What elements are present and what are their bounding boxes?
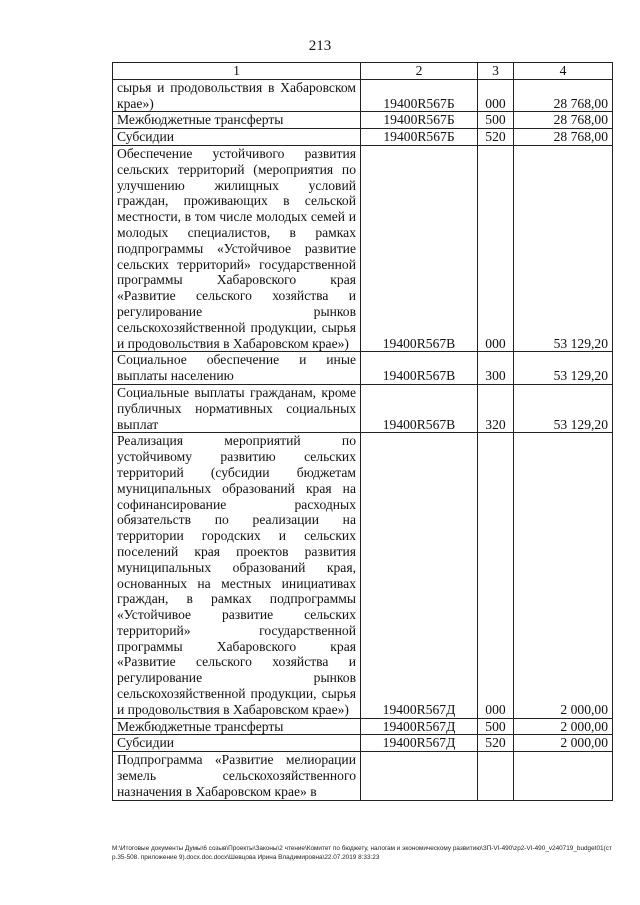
row-code-cell: 19400R567Д <box>361 718 478 735</box>
row-vr-cell: 300 <box>478 352 514 385</box>
row-code-cell: 19400R567Д <box>361 735 478 752</box>
row-amount-cell: 28 768,00 <box>514 112 613 129</box>
row-name-cell: Субсидии <box>113 129 361 146</box>
table-row <box>113 735 613 752</box>
row-name-cell: Межбюджетные трансферты <box>113 718 361 735</box>
row-vr-cell: 000 <box>478 145 514 351</box>
table-row <box>113 384 613 432</box>
row-code-cell: 19400R567В <box>361 352 478 385</box>
row-code-cell: 19400R567Б <box>361 112 478 129</box>
row-amount-cell: 53 129,20 <box>514 352 613 385</box>
row-name-cell: сырья и продовольствия в Хабаровском крае») <box>113 79 361 112</box>
row-vr-cell: 500 <box>478 112 514 129</box>
page-number: 213 <box>308 38 332 54</box>
row-amount-cell: 2 000,00 <box>514 433 613 718</box>
row-vr-cell: 500 <box>478 718 514 735</box>
table-row <box>113 718 613 735</box>
row-amount-cell <box>514 752 613 800</box>
row-amount-cell: 28 768,00 <box>514 79 613 112</box>
table-row <box>113 112 613 129</box>
table-row <box>113 79 613 112</box>
header-col-3: 3 <box>478 63 514 80</box>
row-vr-cell <box>478 752 514 800</box>
header-col-2: 2 <box>361 63 478 80</box>
row-amount-cell: 2 000,00 <box>514 735 613 752</box>
row-name-cell: Подпрограмма «Развитие мелиорации земель сельскохозяйственного назначения в Хабаровском крае» в <box>113 752 361 800</box>
table-row <box>113 352 613 385</box>
header-col-4: 4 <box>514 63 613 80</box>
row-name-cell: Социальное обеспечение и иные выплаты населению <box>113 352 361 385</box>
row-code-cell: 19400R567В <box>361 145 478 351</box>
row-name-cell: Реализация мероприятий по устойчивому развитию сельских территорий (субсидии бюджетам муниципальных образований края на софинансирование расходных обязательств по реализации на территории городских и сельских поселений края проектов развития муниципальных образований края, основанных на местных инициативах граждан, в рамках подпрограммы «Устойчивое развитие сельских территорий» государственной программы Хабаровского края «Развитие сельского хозяйства и регулирование рынков сельскохозяйственной продукции, сырья и продовольствия в Хабаровском крае») <box>113 433 361 718</box>
row-amount-cell: 53 129,20 <box>514 384 613 432</box>
table-row <box>113 752 613 800</box>
row-code-cell <box>361 752 478 800</box>
table-row <box>113 433 613 718</box>
row-name-cell: Обеспечение устойчивого развития сельских территорий (мероприятия по улучшению жилищных условий граждан, проживающих в сельской местности, в том числе молодых семей и молодых специалистов, в рамках подпрограммы «Устойчивое развитие сельских территорий» государственной программы Хабаровского края «Развитие сельского хозяйства и регулирование рынков сельскохозяйственной продукции, сырья и продовольствия в Хабаровском крае») <box>113 145 361 351</box>
row-code-cell: 19400R567Б <box>361 79 478 112</box>
row-vr-cell: 520 <box>478 129 514 146</box>
table-header-row <box>113 63 613 80</box>
row-code-cell: 19400R567Б <box>361 129 478 146</box>
row-amount-cell: 2 000,00 <box>514 718 613 735</box>
row-name-cell: Социальные выплаты гражданам, кроме публичных нормативных социальных выплат <box>113 384 361 432</box>
row-vr-cell: 000 <box>478 433 514 718</box>
table-row <box>113 129 613 146</box>
row-name-cell: Межбюджетные трансферты <box>113 112 361 129</box>
row-vr-cell: 520 <box>478 735 514 752</box>
table-row <box>113 145 613 351</box>
row-code-cell: 19400R567В <box>361 384 478 432</box>
row-vr-cell: 000 <box>478 79 514 112</box>
row-vr-cell: 320 <box>478 384 514 432</box>
row-code-cell: 19400R567Д <box>361 433 478 718</box>
row-name-cell: Субсидии <box>113 735 361 752</box>
budget-table <box>112 62 613 801</box>
document-path-footer: M:\Итоговые документы Думы\6 созыв\Проекты\Законы\2 чтение\Комитет по бюджету, налогам и экономическому развитию\ЗП-VI-490\zp2-VI-490_v240719_budget01(стр.35-508. приложение 9).docx.doc.docx\Шевцова Ирина Владимировна\22.07.2019 8:33:23 <box>112 845 612 861</box>
row-amount-cell: 28 768,00 <box>514 129 613 146</box>
header-col-1: 1 <box>113 63 361 80</box>
row-amount-cell: 53 129,20 <box>514 145 613 351</box>
